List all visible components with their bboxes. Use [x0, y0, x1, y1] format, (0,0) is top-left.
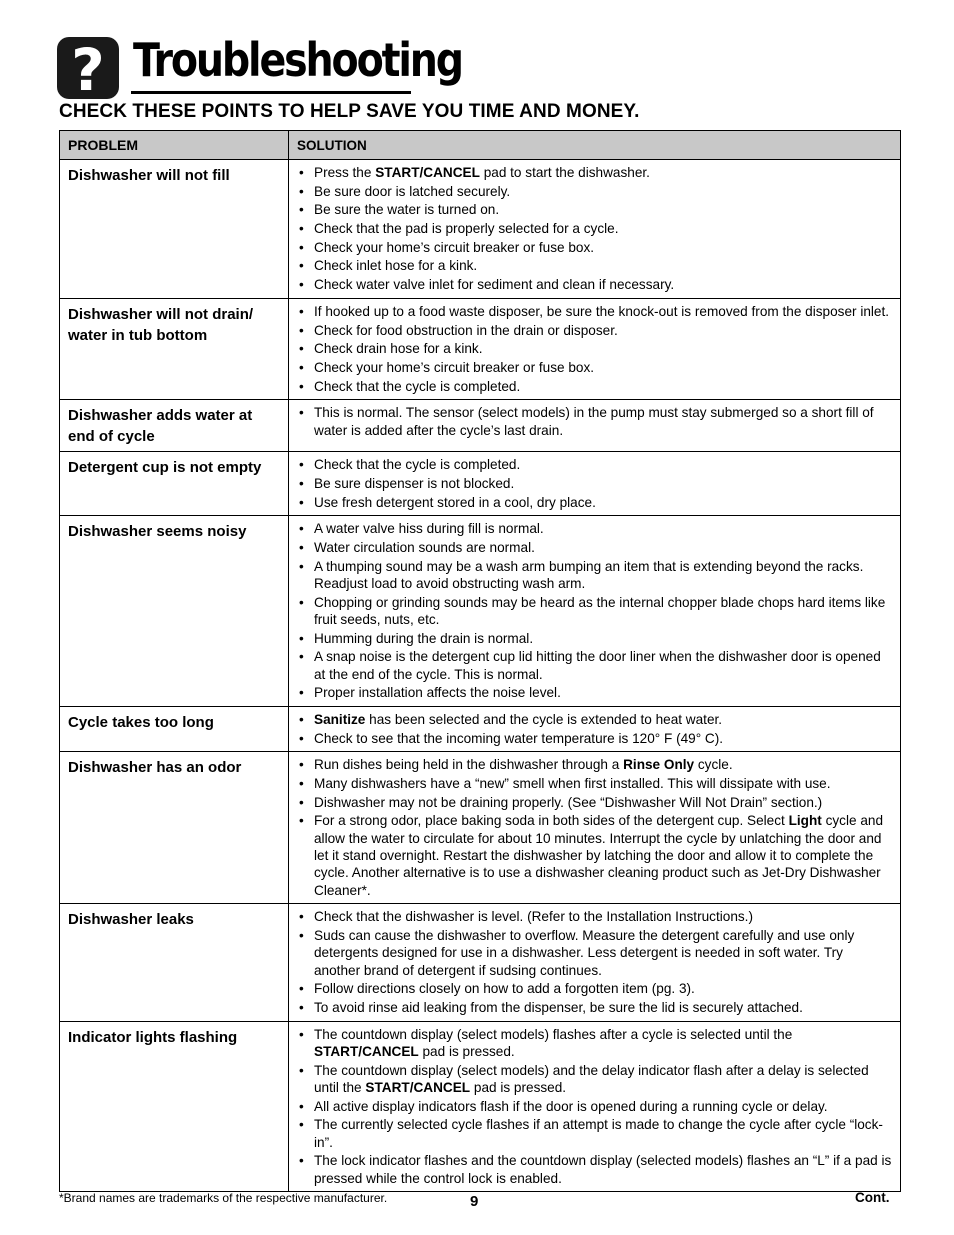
solution-text: A snap noise is the detergent cup lid hitting the door liner when the dishwasher door is opened at the end of the cycle. This is normal.: [314, 649, 881, 682]
solution-item: [297, 711, 892, 728]
table-header-row: [60, 131, 901, 160]
solution-list: [297, 756, 892, 899]
problem-cell: Dishwasher will not drain/ water in tub bottom: [60, 298, 289, 399]
solution-text: This is normal. The sensor (select models) in the pump must stay submerged so a short fill of water is added after the cycle’s last drain.: [314, 405, 874, 438]
solution-item: [297, 456, 892, 473]
solution-text: Proper installation affects the noise level.: [314, 685, 561, 701]
solution-item: [297, 257, 892, 274]
solution-text: Water circulation sounds are normal.: [314, 540, 535, 555]
table-row: [60, 160, 901, 299]
solution-item: [297, 539, 892, 556]
solution-emphasis: Sanitize: [314, 712, 366, 728]
solution-item: [297, 775, 892, 792]
solution-cell: [289, 1021, 901, 1192]
solution-text: pad to start the dishwasher.: [479, 165, 650, 180]
solution-emphasis: Light: [788, 813, 822, 829]
solution-cell: [289, 452, 901, 516]
solution-cell: [289, 298, 901, 399]
solution-item: [297, 183, 892, 200]
solution-item: [297, 276, 892, 293]
solution-text: Humming during the drain is normal.: [314, 630, 534, 646]
solution-text: For a strong odor, place baking soda in both sides of the detergent cup. Select: [314, 813, 789, 829]
solution-item: [297, 927, 892, 979]
solution-text: The countdown display (select models) and the delay indicator flash after a delay is selected until the: [314, 1062, 869, 1095]
solution-text: To avoid rinse aid leaking from the dispenser, be sure the lid is securely attached.: [314, 999, 803, 1015]
solution-item: [297, 1026, 892, 1061]
solution-item: [297, 1062, 892, 1097]
solution-item: [297, 1152, 892, 1187]
solution-item: [297, 999, 892, 1016]
solution-emphasis: START/CANCEL: [375, 165, 480, 180]
solution-text: Chopping or grinding sounds may be heard as the internal chopper blade chops hard items like fruit seeds, nuts, etc.: [314, 594, 886, 627]
solution-item: [297, 239, 892, 256]
solution-text: The countdown display (select models) flashes after a cycle is selected until the: [314, 1026, 793, 1042]
table-row: [60, 904, 901, 1021]
table-row: [60, 1021, 901, 1192]
table-body: [60, 160, 901, 1192]
solution-cell: [289, 752, 901, 904]
problem-cell: Dishwasher leaks: [60, 904, 289, 1021]
footnote: *Brand names are trademarks of the respective manufacturer.: [59, 1191, 388, 1205]
solution-text: Dishwasher may not be draining properly. (See “Dishwasher Will Not Drain” section.): [314, 794, 823, 810]
solution-cell: [289, 160, 901, 299]
solution-emphasis: START/CANCEL: [314, 1043, 419, 1059]
solution-item: [297, 359, 892, 376]
solution-text: Follow directions closely on how to add a forgotten item (pg. 3).: [314, 981, 695, 997]
continued-label: Cont.: [855, 1190, 890, 1205]
solution-item: [297, 730, 892, 747]
solution-list: [297, 303, 892, 395]
solution-list: [297, 164, 892, 293]
solution-item: [297, 756, 892, 773]
solution-item: [297, 322, 892, 339]
solution-item: [297, 558, 892, 593]
solution-text: Check your home’s circuit breaker or fuse box.: [314, 239, 595, 255]
solution-text: Run dishes being held in the dishwasher through a: [314, 757, 624, 773]
solution-list: [297, 1026, 892, 1187]
solution-item: [297, 340, 892, 357]
solution-text: Many dishwashers have a “new” smell when first installed. This will dissipate with use.: [314, 776, 831, 792]
title-underline: [131, 91, 411, 94]
solution-text: cycle and allow the water to circulate for about 10 minutes. Interrupt the cycle by unlatching the door and let it stand overnight. Restart the dishwasher by latching the door and allow it to complete the cycle. Another alternative is to use a dishwasher cleaning product such as Jet-Dry Dishwasher Cleaner*.: [314, 813, 884, 898]
solution-item: [297, 594, 892, 629]
solution-cell: [289, 516, 901, 707]
solution-text: has been selected and the cycle is extended to heat water.: [365, 712, 723, 728]
solution-item: [297, 980, 892, 997]
solution-item: [297, 220, 892, 237]
solution-list: [297, 404, 892, 439]
solution-text: Check that the cycle is completed.: [314, 457, 521, 473]
solution-text: All active display indicators flash if the door is opened during a running cycle or delay.: [314, 1098, 828, 1114]
solution-list: [297, 711, 892, 747]
solution-text: A thumping sound may be a wash arm bumping an item that is extending beyond the racks. Readjust load to avoid obstructing wash arm.: [314, 558, 864, 591]
problem-cell: Dishwasher has an odor: [60, 752, 289, 904]
solution-text: The lock indicator flashes and the countdown display (selected models) flashes an “L” if a pad is pressed while the control lock is enabled.: [314, 1153, 892, 1186]
solution-text: cycle.: [694, 757, 733, 773]
solution-list: [297, 908, 892, 1016]
solution-item: [297, 794, 892, 811]
troubleshooting-table: [59, 130, 901, 1192]
question-mark-icon: ?: [57, 37, 119, 99]
solution-text: A water valve hiss during fill is normal.: [314, 521, 544, 537]
page-number: 9: [470, 1193, 479, 1210]
solution-cell: [289, 904, 901, 1021]
solution-item: [297, 201, 892, 218]
column-header-solution: SOLUTION: [289, 131, 901, 160]
solution-text: Be sure dispenser is not blocked.: [314, 475, 515, 491]
solution-item: [297, 648, 892, 683]
page-title: Troubleshooting: [133, 33, 462, 87]
solution-item: [297, 1098, 892, 1115]
problem-cell: Indicator lights flashing: [60, 1021, 289, 1192]
solution-item: [297, 404, 892, 439]
solution-item: [297, 812, 892, 898]
solution-text: Be sure the water is turned on.: [314, 202, 500, 218]
table-row: [60, 707, 901, 752]
problem-cell: Dishwasher will not fill: [60, 160, 289, 299]
solution-text: If hooked up to a food waste disposer, be sure the knock-out is removed from the disposer inlet.: [314, 303, 890, 319]
solution-text: Check to see that the incoming water temperature is 120° F (49° C).: [314, 730, 724, 746]
problem-cell: Cycle takes too long: [60, 707, 289, 752]
solution-item: [297, 1116, 892, 1151]
solution-item: [297, 520, 892, 537]
solution-emphasis: START/CANCEL: [365, 1079, 471, 1095]
solution-text: Check that the cycle is completed.: [314, 378, 521, 394]
solution-text: Check that the pad is properly selected for a cycle.: [314, 221, 619, 237]
solution-cell: [289, 707, 901, 752]
solution-cell: [289, 400, 901, 452]
solution-text: Use fresh detergent stored in a cool, dry place.: [314, 494, 596, 510]
solution-text: pad is pressed.: [418, 1043, 515, 1059]
solution-text: Check that the dishwasher is level. (Refer to the Installation Instructions.): [314, 909, 753, 925]
page-subtitle: CHECK THESE POINTS TO HELP SAVE YOU TIME AND MONEY.: [59, 101, 640, 122]
solution-text: Suds can cause the dishwasher to overflow. Measure the detergent carefully and use only detergents designed for use in a dishwasher. Less detergent is needed in soft water. Try another brand of detergent if sudsing continues.: [314, 928, 855, 978]
table-row: [60, 752, 901, 904]
solution-text: pad is pressed.: [470, 1079, 567, 1095]
solution-item: [297, 494, 892, 511]
solution-item: [297, 164, 892, 181]
table-row: [60, 400, 901, 452]
table-row: [60, 516, 901, 707]
solution-item: [297, 908, 892, 925]
solution-text: The currently selected cycle flashes if an attempt is made to change the cycle after cycle “lock-in”.: [314, 1117, 883, 1150]
solution-text: Check water valve inlet for sediment and clean if necessary.: [314, 277, 675, 293]
solution-text: Check inlet hose for a kink.: [314, 258, 478, 274]
solution-item: [297, 475, 892, 492]
problem-cell: Dishwasher seems noisy: [60, 516, 289, 707]
solution-text: Be sure door is latched securely.: [314, 183, 511, 199]
table-row: [60, 298, 901, 399]
solution-list: [297, 456, 892, 511]
table-row: [60, 452, 901, 516]
problem-cell: Detergent cup is not empty: [60, 452, 289, 516]
solution-emphasis: Rinse Only: [623, 757, 695, 773]
solution-item: [297, 303, 892, 320]
solution-list: [297, 520, 892, 701]
solution-text: Press the: [314, 165, 376, 180]
solution-item: [297, 684, 892, 701]
solution-item: [297, 630, 892, 647]
solution-text: Check for food obstruction in the drain or disposer.: [314, 322, 618, 338]
solution-text: Check your home’s circuit breaker or fuse box.: [314, 359, 595, 375]
solution-text: Check drain hose for a kink.: [314, 341, 483, 357]
solution-item: [297, 378, 892, 395]
column-header-problem: PROBLEM: [60, 131, 289, 160]
problem-cell: Dishwasher adds water at end of cycle: [60, 400, 289, 452]
